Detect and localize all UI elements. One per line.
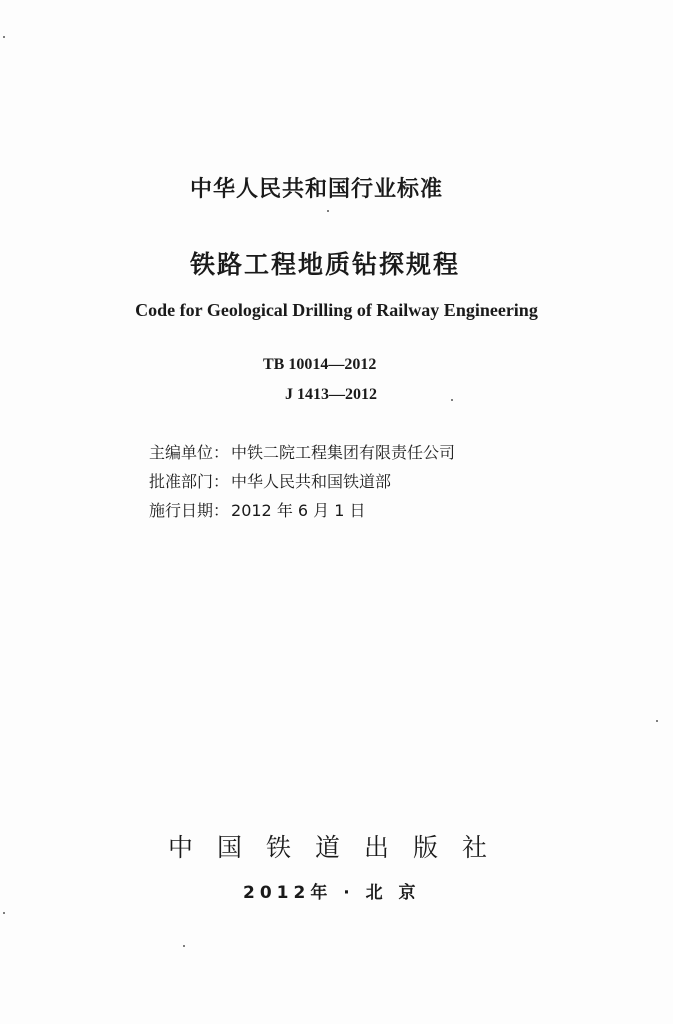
standard-type-heading: 中华人民共和国行业标准 — [190, 177, 444, 202]
chief-editor-value: 中铁二院工程集团有限责任公司 — [231, 443, 456, 462]
document-title-chinese: 铁路工程地质钻探规程 — [190, 250, 461, 279]
approver-line — [149, 469, 391, 492]
effective-date-label: 施行日期： — [149, 501, 230, 520]
scan-speck — [656, 720, 658, 722]
chief-editor-line — [149, 440, 455, 463]
scan-speck — [3, 36, 5, 38]
scan-speck — [451, 399, 453, 401]
scan-speck — [183, 945, 185, 947]
publisher-name: 中国铁道出版社 — [168, 833, 512, 862]
chief-editor-label: 主编单位： — [149, 443, 230, 462]
standard-code-j: J 1413—2012 — [285, 386, 377, 403]
scan-speck — [3, 912, 5, 914]
approver-value: 中华人民共和国铁道部 — [231, 472, 392, 491]
standard-code-tb: TB 10014—2012 — [263, 356, 377, 373]
publication-year-place: 2012年 · 北 京 — [243, 883, 421, 903]
scan-speck — [327, 210, 329, 212]
approver-label: 批准部门： — [149, 472, 230, 491]
effective-date-line — [149, 498, 366, 521]
document-title-english: Code for Geological Drilling of Railway Engineering — [135, 300, 538, 320]
effective-date-value: 2012 年 6 月 1 日 — [231, 501, 366, 520]
